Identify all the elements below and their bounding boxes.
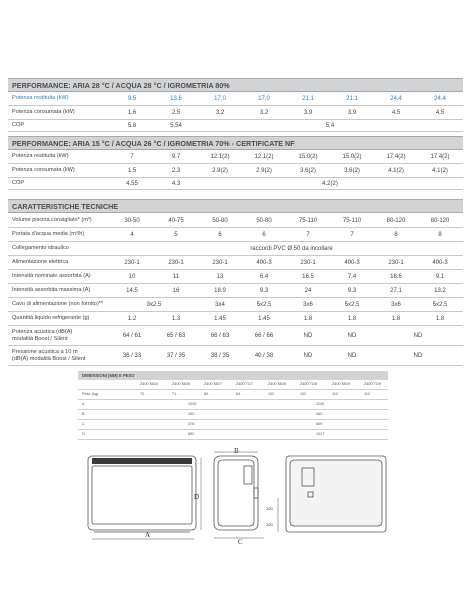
- table-cell: 3.2: [215, 109, 225, 116]
- dimension-cell: 84: [236, 392, 241, 396]
- dimensions-table: [78, 371, 388, 440]
- table-cell: ND: [413, 352, 423, 359]
- table-cell: 8: [438, 231, 442, 238]
- weight-label: Peso (kg): [82, 392, 99, 396]
- table-cell: 7: [306, 231, 310, 238]
- dimension-cell: 460: [316, 412, 323, 416]
- table-cell: 1.2: [127, 315, 137, 322]
- dim-label: C: [82, 422, 85, 426]
- table-cell: 5x2.5: [344, 301, 360, 308]
- dimension-cell: 70: [140, 392, 145, 396]
- table-cell: 5.8: [127, 122, 137, 129]
- table-cell: 8: [394, 231, 398, 238]
- s2-row-cop: [8, 178, 463, 190]
- table-cell: 40-75: [168, 217, 184, 224]
- s3-row-intensita-nominale: [8, 270, 463, 284]
- row-label: Cavo di alimentazione (non fornito)**: [12, 301, 104, 308]
- table-cell: 24: [304, 287, 312, 294]
- row-label: Alimentazione elettrica: [12, 259, 69, 266]
- dim-label-d: D: [194, 493, 200, 501]
- table-cell: 5x2.5: [432, 301, 448, 308]
- table-cell: 12.1(2): [254, 153, 274, 160]
- table-cell: 5: [174, 231, 178, 238]
- table-cell: 15.0(2): [298, 153, 318, 160]
- table-cell: 5x2.5: [256, 301, 272, 308]
- dimension-cell: 1030: [188, 402, 197, 406]
- table-cell: 4.5: [391, 109, 401, 116]
- table-cell: 10: [128, 273, 136, 280]
- table-cell: 1.8: [303, 315, 313, 322]
- row-label: Collegamento idraulico: [12, 245, 69, 252]
- side-view-drawing: [214, 452, 264, 538]
- table-cell: 21.1: [346, 95, 358, 102]
- table-cell: 230-1: [388, 259, 404, 266]
- table-cell: 4.5: [435, 109, 445, 116]
- table-cell: 9.3: [259, 287, 269, 294]
- dimension-cell: Z400 MD4: [140, 382, 158, 386]
- table-cell: 13: [216, 273, 224, 280]
- table-cell: 1.8: [347, 315, 357, 322]
- row-label: Potenza consumata (kW): [12, 167, 75, 174]
- table-cell: 3.9: [347, 109, 357, 116]
- row-label: Potenza restituita (kW): [12, 95, 69, 102]
- rear-view-drawing: [278, 456, 386, 532]
- s3-row-alimentazione: [8, 256, 463, 270]
- row-label: COP: [12, 122, 25, 129]
- table-cell: 4.1(2): [388, 167, 404, 174]
- table-cell: ND: [413, 332, 423, 339]
- table-cell: 3x6: [391, 301, 401, 308]
- table-cell: 50-80: [212, 217, 228, 224]
- row-label: Portata d'acqua media (m³/h): [12, 231, 85, 238]
- table-cell: 13.2: [434, 287, 446, 294]
- dimension-cell: 660: [188, 432, 195, 436]
- label-line-2: modalità Boost / Silent: [12, 335, 68, 342]
- dimensions-model-row: [78, 380, 388, 390]
- dim-label-100-b: 100: [266, 522, 273, 527]
- table-cell: 2.3: [171, 167, 181, 174]
- table-cell: 15.0(2): [342, 153, 362, 160]
- table-cell: 7: [130, 153, 134, 160]
- table-cell: 66 / 63: [210, 332, 230, 339]
- table-cell: 24.4: [390, 95, 402, 102]
- table-cell: 3.2: [259, 109, 269, 116]
- table-cell: 1.3: [171, 315, 181, 322]
- row-label: Quantità liquido refrigerante (g): [12, 315, 90, 322]
- table-cell: ND: [347, 352, 357, 359]
- dimension-cell: 609: [316, 422, 323, 426]
- table-cell: 17.0: [258, 95, 270, 102]
- table-cell: 12.1(2): [210, 153, 230, 160]
- dimension-row-a: [78, 400, 388, 410]
- table-cell: 3.6(2): [300, 167, 316, 174]
- s2-row-potenza-consumata: [8, 164, 463, 178]
- table-cell: 80-120: [386, 217, 406, 224]
- table-cell: 38 / 35: [210, 352, 230, 359]
- table-cell: 80-120: [430, 217, 450, 224]
- table-cell: 9.7: [171, 153, 181, 160]
- table-cell: ND: [347, 332, 357, 339]
- dim-label: B: [82, 412, 85, 416]
- dimension-cell: Z400 MD8: [268, 382, 286, 386]
- dimensions-weight-row: [78, 390, 388, 400]
- s3-row-pressione-acustica: [8, 346, 463, 366]
- table-cell: 3x6: [303, 301, 313, 308]
- row-label: Intensità nominale assorbita (A): [12, 273, 91, 280]
- dimension-cell: 71: [172, 392, 177, 396]
- row-label: Volume piscina consigliato* (m³): [12, 217, 92, 224]
- section1-header: PERFORMANCE: ARIA 28 °C / ACQUA 28 °C / IGROMETRIA 80%: [8, 78, 463, 92]
- table-cell: 40 / 38: [254, 352, 274, 359]
- s2-row-potenza-restituita: [8, 150, 463, 164]
- table-cell: 1.45: [214, 315, 226, 322]
- table-cell: 18.9: [214, 287, 226, 294]
- s1-row-potenza-consumata: [8, 106, 463, 120]
- table-cell: 3x2.5: [146, 301, 162, 308]
- table-cell: 1.8: [435, 315, 445, 322]
- table-cell: 9.5: [127, 95, 137, 102]
- dimension-cell: Z400 TD9: [364, 382, 381, 386]
- table-cell: 2.9(2): [256, 167, 272, 174]
- table-cell: 36 / 33: [122, 352, 142, 359]
- table-cell: 1.5: [127, 167, 137, 174]
- table-cell: 7.4: [347, 273, 357, 280]
- table-cell: 3.6(2): [344, 167, 360, 174]
- table-cell: 2.9(2): [212, 167, 228, 174]
- dimension-cell: 80: [204, 392, 209, 396]
- table-cell: 16: [172, 287, 180, 294]
- table-cell: 9.1: [435, 273, 445, 280]
- table-cell: 18.6: [390, 273, 402, 280]
- table-cell: 21.1: [302, 95, 314, 102]
- section3-header: CARATTERISTICHE TECNICHE: [8, 199, 463, 213]
- row-label: Intensità assorbita massima (A): [12, 287, 91, 294]
- s1-row-cop: [8, 120, 463, 132]
- table-cell: 17.4(2): [386, 153, 406, 160]
- row-label: COP: [12, 180, 25, 187]
- table-cell: 14.5: [126, 287, 138, 294]
- table-cell: 6: [218, 231, 222, 238]
- dim-label-a: A: [145, 531, 151, 539]
- table-cell: 4.3: [171, 180, 181, 187]
- dimension-cell: Z400 TD8: [300, 382, 317, 386]
- s3-row-liquido: [8, 312, 463, 326]
- table-cell: ND: [303, 352, 313, 359]
- row-label: [12, 346, 85, 365]
- technical-drawings: [68, 448, 403, 548]
- s3-row-collegamento: [8, 242, 463, 256]
- table-cell: 230-1: [300, 259, 316, 266]
- row-label: [12, 326, 72, 345]
- table-cell: ND: [303, 332, 313, 339]
- dimension-cell: 100: [300, 392, 307, 396]
- dimension-cell: Z400 MD7: [204, 382, 222, 386]
- dim-label-b: B: [234, 448, 239, 455]
- dim-label-c: C: [238, 538, 243, 546]
- table-cell: 4.2(2): [322, 180, 338, 187]
- table-cell: 65 / 63: [166, 332, 186, 339]
- table-cell: 5.4: [325, 122, 335, 129]
- dim-label: A: [82, 402, 85, 406]
- table-cell: 50-80: [256, 217, 272, 224]
- dim-label-100-a: 100: [266, 506, 273, 511]
- section2-header: PERFORMANCE: ARIA 15 °C / ACQUA 26 °C / IGROMETRIA 70% - CERTIFICATE NF: [8, 136, 463, 150]
- dimension-row-b: [78, 410, 388, 420]
- table-cell: 4.55: [126, 180, 138, 187]
- table-cell: 13.6: [170, 95, 182, 102]
- dim-label: D: [82, 432, 85, 436]
- label-line-2: (dB(A) modalità Boost / Silent: [12, 355, 86, 362]
- table-cell: 230-1: [124, 259, 140, 266]
- s3-row-portata: [8, 228, 463, 242]
- table-cell: 3.9: [303, 109, 313, 116]
- table-cell: 30-50: [124, 217, 140, 224]
- table-cell: 400-3: [344, 259, 360, 266]
- row-label: Potenza restituita (kW): [12, 153, 69, 160]
- table-cell: 64 / 61: [122, 332, 142, 339]
- table-cell: 16.5: [302, 273, 314, 280]
- table-cell: 1.8: [391, 315, 401, 322]
- table-cell: 75-110: [342, 217, 362, 224]
- label-line-1: Pressione acustica a 10 m: [12, 349, 78, 356]
- table-cell: 7: [350, 231, 354, 238]
- dimension-cell: Z400 TD7: [236, 382, 253, 386]
- table-cell: 9.3: [347, 287, 357, 294]
- table-cell: 17.4(2): [430, 153, 450, 160]
- table-cell: 2.5: [171, 109, 181, 116]
- row-label: Potenza consumata (kW): [12, 109, 75, 116]
- s1-row-potenza-restituita: [8, 92, 463, 106]
- dimension-row-c: [78, 420, 388, 430]
- label-line-1: Potenza acustica (dB(A): [12, 329, 73, 336]
- table-cell: 230-1: [212, 259, 228, 266]
- dimension-cell: Z400 MD5: [172, 382, 190, 386]
- dimension-cell: 450: [188, 412, 195, 416]
- table-cell: 1.6: [127, 109, 137, 116]
- s3-row-intensita-massima: [8, 284, 463, 298]
- table-cell: 75-110: [298, 217, 318, 224]
- table-cell: 6: [262, 231, 266, 238]
- table-cell: 27.1: [390, 287, 402, 294]
- table-cell: 5.54: [170, 122, 182, 129]
- dimension-cell: 1027: [316, 432, 325, 436]
- table-cell: 1.45: [258, 315, 270, 322]
- dimension-cell: Z400 MD9: [332, 382, 350, 386]
- table-cell: 230-1: [168, 259, 184, 266]
- s3-row-cavo: [8, 298, 463, 312]
- dimensions-title: DIMENSIONI (MM) E PESO: [78, 371, 388, 380]
- dimension-cell: 110: [364, 392, 371, 396]
- table-cell: 3x4: [215, 301, 225, 308]
- dimension-cell: 100: [268, 392, 275, 396]
- front-view-drawing: [88, 456, 196, 539]
- table-cell: 4.1(2): [432, 167, 448, 174]
- table-cell: 24.4: [434, 95, 446, 102]
- collegamento-value: raccordi PVC Ø 50 da incollare: [250, 245, 333, 252]
- dimension-row-d: [78, 430, 388, 440]
- table-cell: 4: [130, 231, 134, 238]
- table-cell: 6.4: [259, 273, 269, 280]
- table-cell: 66 / 66: [254, 332, 274, 339]
- table-cell: 400-3: [432, 259, 448, 266]
- table-cell: 17.0: [214, 95, 226, 102]
- table-cell: 400-3: [256, 259, 272, 266]
- dimension-cell: 110: [332, 392, 339, 396]
- dimension-cell: 478: [188, 422, 195, 426]
- table-cell: 11: [172, 273, 180, 280]
- s3-row-volume: [8, 214, 463, 228]
- s3-row-potenza-acustica: [8, 326, 463, 346]
- table-cell: 37 / 35: [166, 352, 186, 359]
- dimension-cell: 1140: [316, 402, 325, 406]
